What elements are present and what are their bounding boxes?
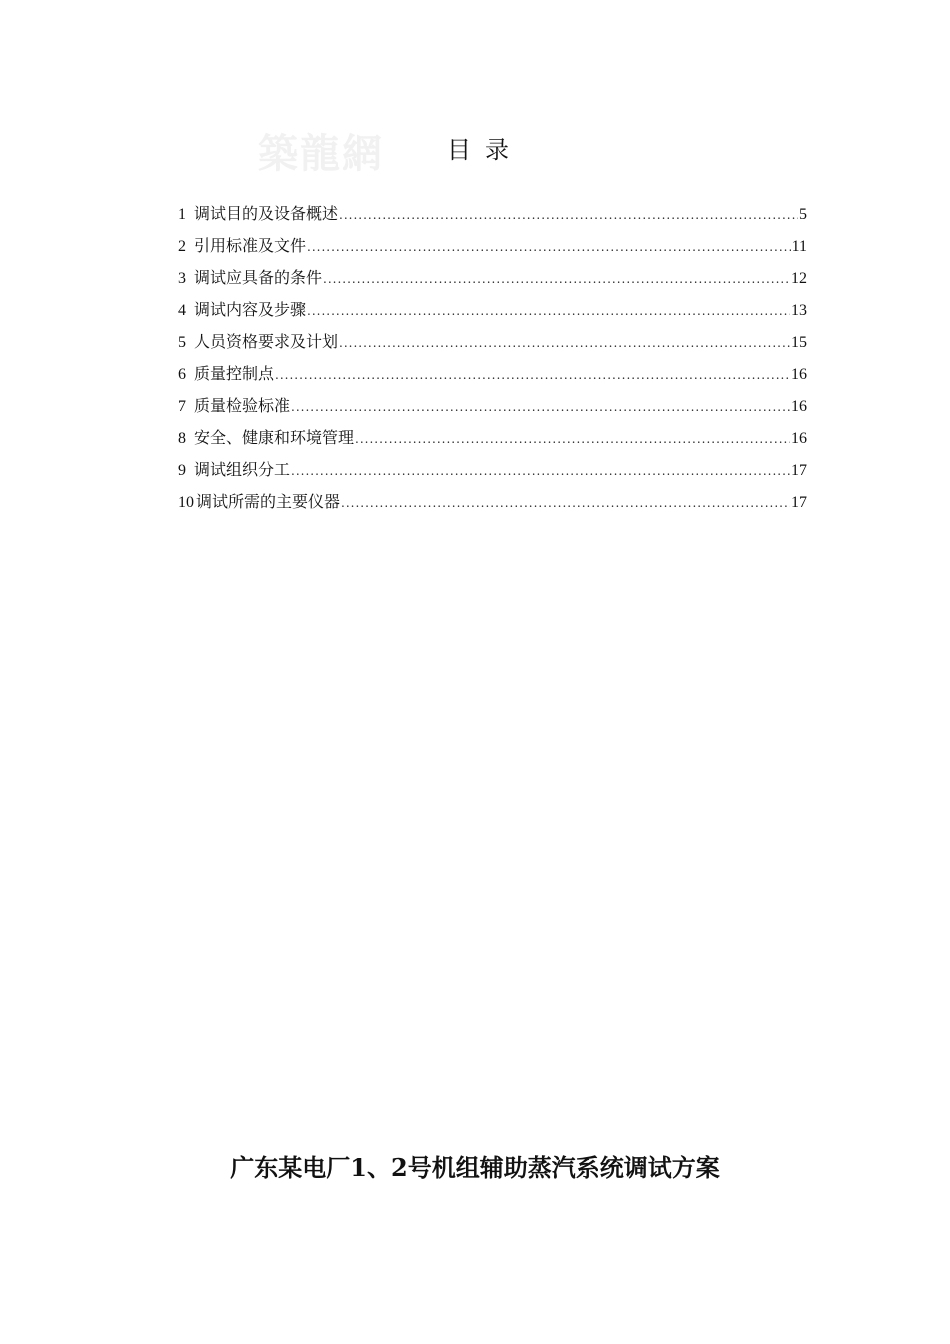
toc-leader-dots (323, 272, 790, 286)
toc-entry-number: 5 (178, 334, 186, 351)
toc-entry-6[interactable] (178, 361, 807, 393)
toc-entry-page: 16 (791, 398, 807, 415)
toc-entry-page: 5 (799, 206, 807, 223)
toc-entry-page: 12 (791, 270, 807, 287)
watermark-logo: 築龍網 (258, 130, 384, 177)
toc-entry-text: 调试所需的主要仪器 (196, 492, 341, 511)
toc-entry-number: 7 (178, 398, 186, 415)
toc-entry-3[interactable] (178, 265, 807, 297)
toc-entry-1[interactable] (178, 201, 807, 233)
toc-entry-number: 1 (178, 206, 186, 223)
toc-leader-dots (355, 432, 790, 446)
toc-heading: 目录 (447, 136, 523, 164)
toc-leader-dots (341, 496, 790, 510)
toc-entry-5[interactable] (178, 329, 807, 361)
toc-entry-number: 6 (178, 366, 186, 383)
toc-leader-dots (307, 240, 791, 254)
toc-entry-number: 3 (178, 270, 186, 287)
toc-entry-number: 9 (178, 462, 186, 479)
toc-entry-page: 11 (791, 238, 807, 255)
toc-entry-page: 16 (791, 366, 807, 383)
toc-entry-text: 质量控制点 (194, 364, 275, 383)
toc-leader-dots (275, 368, 790, 382)
toc-entry-number: 4 (178, 302, 186, 319)
toc-leader-dots (339, 208, 798, 222)
toc-entry-2[interactable] (178, 233, 807, 265)
toc-entry-text: 调试目的及设备概述 (194, 204, 339, 223)
toc-entry-8[interactable] (178, 425, 807, 457)
toc-leader-dots (291, 400, 790, 414)
toc-entry-number: 8 (178, 430, 186, 447)
toc-entry-text: 调试组织分工 (194, 460, 291, 479)
toc-entry-text: 安全、健康和环境管理 (194, 428, 355, 447)
toc-entry-page: 13 (791, 302, 807, 319)
toc-entry-7[interactable] (178, 393, 807, 425)
toc-entry-text: 调试应具备的条件 (194, 268, 323, 287)
toc-entry-9[interactable] (178, 457, 807, 489)
toc-entry-page: 16 (791, 430, 807, 447)
toc-entry-text: 质量检验标准 (194, 396, 291, 415)
toc-leader-dots (339, 336, 790, 350)
toc-entry-page: 17 (791, 494, 807, 511)
toc-entry-page: 17 (791, 462, 807, 479)
toc-entry-4[interactable] (178, 297, 807, 329)
toc-entry-text: 引用标准及文件 (194, 236, 307, 255)
toc-entry-page: 15 (791, 334, 807, 351)
toc-entry-number: 10 (178, 494, 194, 511)
toc-leader-dots (291, 464, 790, 478)
toc-leader-dots (307, 304, 790, 318)
document-title: 广东某电厂1、2号机组辅助蒸汽系统调试方案 (230, 1153, 720, 1182)
toc-entry-text: 人员资格要求及计划 (194, 332, 339, 351)
table-of-contents (178, 201, 807, 521)
toc-entry-10[interactable] (178, 489, 807, 521)
toc-entry-number: 2 (178, 238, 186, 255)
toc-entry-text: 调试内容及步骤 (194, 300, 307, 319)
